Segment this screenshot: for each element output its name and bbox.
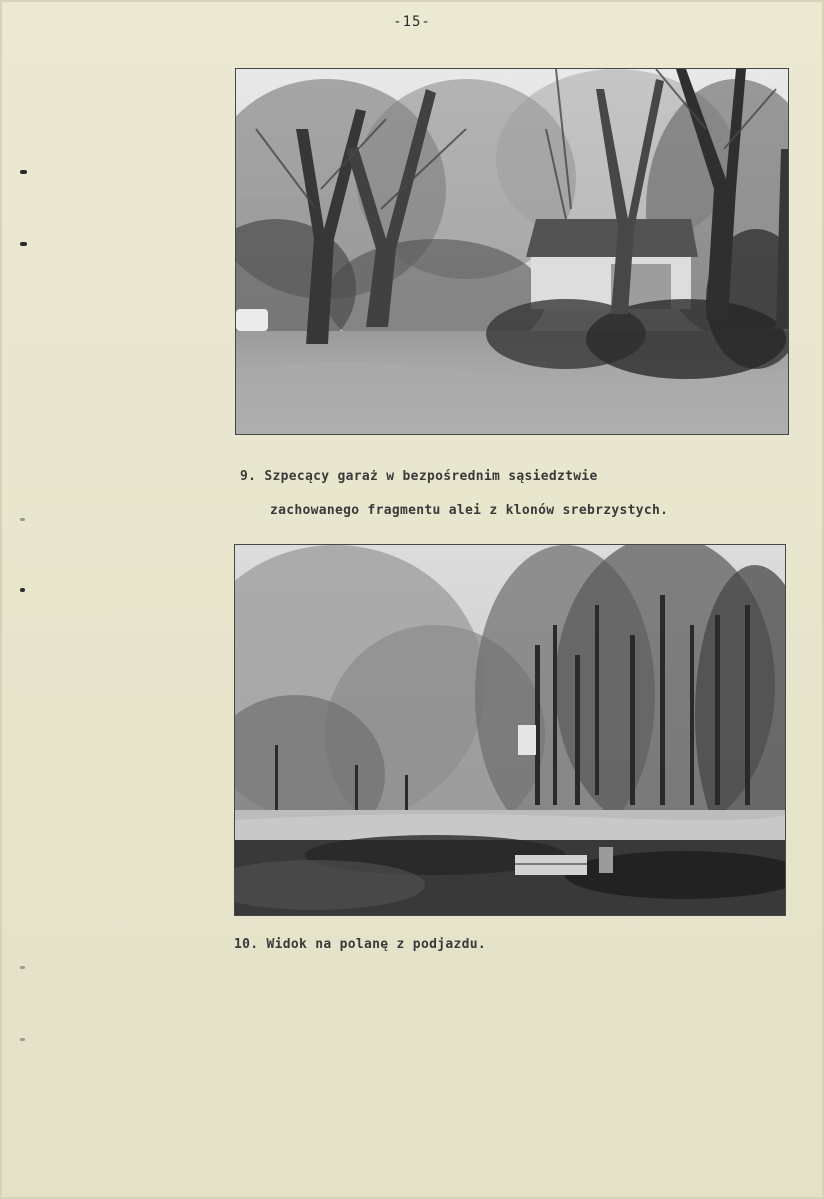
punch-mark-6 — [20, 1038, 25, 1041]
punch-mark-1 — [20, 170, 27, 174]
caption-photo-9-continued — [270, 494, 668, 528]
punch-mark-4 — [20, 588, 25, 592]
punch-mark-5 — [20, 966, 25, 969]
page-number: -15- — [393, 14, 431, 30]
punch-mark-2 — [20, 242, 27, 246]
punch-mark-3 — [20, 518, 25, 521]
caption-number: 10. — [234, 937, 259, 952]
caption-number: 9. — [240, 469, 257, 484]
caption-photo-10 — [234, 928, 486, 962]
photo-clearing — [234, 544, 786, 916]
photo-garage — [235, 68, 789, 435]
caption-text: Widok na polanę z podjazdu. — [266, 937, 486, 952]
caption-text: Szpecący garaż w bezpośrednim sąsiedztwie — [264, 469, 598, 484]
caption-photo-9 — [240, 460, 598, 494]
caption-text: zachowanego fragmentu alei z klonów srebrzystych. — [270, 503, 669, 518]
